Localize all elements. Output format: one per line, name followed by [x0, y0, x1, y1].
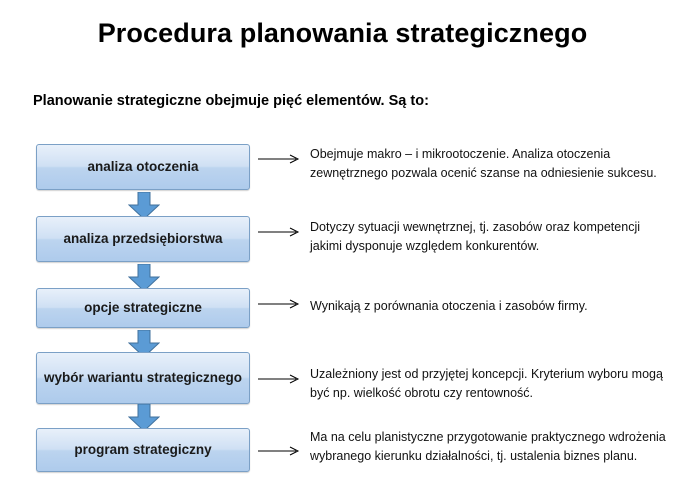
step-description-2: Dotyczy sytuacji wewnętrznej, tj. zasobów oraz kompetencji jakimi dysponuje względem konkurentów. [310, 220, 640, 253]
flow-node-3[interactable] [36, 288, 250, 328]
flow-node-1-label: analiza otoczenia [87, 158, 199, 174]
arrow-right-icon-5 [258, 444, 302, 456]
arrow-right-icon-2 [258, 225, 302, 237]
step-description-1: Obejmuje makro – i mikrootoczenie. Analiza otoczenia zewnętrznego pozwala ocenić szanse na odniesienie sukcesu. [310, 147, 657, 180]
flow-node-5[interactable] [36, 428, 250, 472]
step-description-5: Ma na celu planistyczne przygotowanie praktycznego wdrożenia wybranego kierunku działalności, tj. ustalenia biznes planu. [310, 430, 666, 463]
flow-node-4[interactable] [36, 352, 250, 404]
arrow-right-icon-4 [258, 372, 302, 384]
arrow-right-icon-3 [258, 297, 302, 309]
step-description-4: Uzależniony jest od przyjętej koncepcji. Kryterium wyboru mogą być np. wielkość obrotu czy rentowność. [310, 367, 663, 400]
flow-node-2-label: analiza przedsiębiorstwa [63, 230, 223, 246]
flow-node-2[interactable] [36, 216, 250, 262]
flow-node-3-label: opcje strategiczne [84, 299, 202, 315]
page-title: Procedura planowania strategicznego [97, 18, 588, 48]
flow-node-4-label: wybór wariantu strategicznego [43, 369, 243, 385]
arrow-right-icon-1 [258, 152, 302, 164]
flow-node-1[interactable] [36, 144, 250, 190]
flow-node-5-label: program strategiczny [74, 441, 212, 457]
page-subtitle: Planowanie strategiczne obejmuje pięć elementów. Są to: [33, 93, 429, 109]
step-description-3: Wynikają z porównania otoczenia i zasobów firmy. [310, 299, 588, 313]
